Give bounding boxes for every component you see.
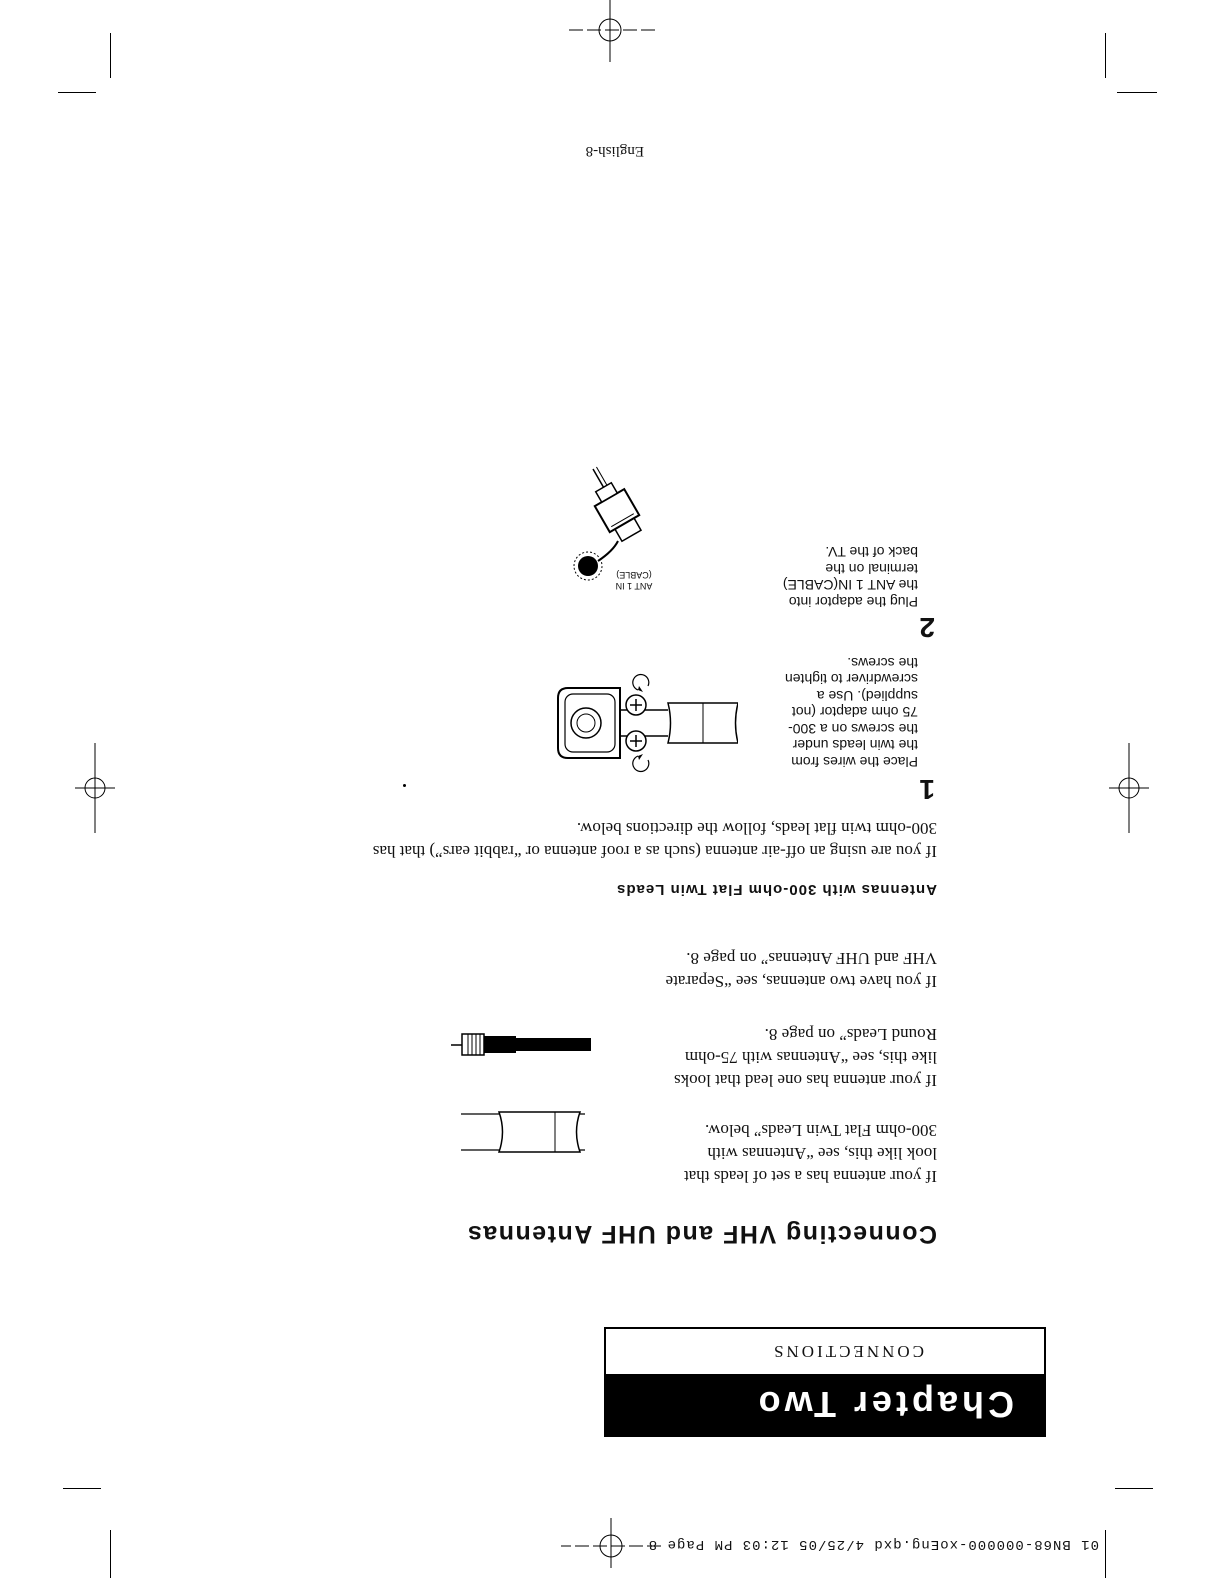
paragraph-flat-leads: If your antenna has a set of leads that look like this, see “Antennas with 300-ohm Flat Twin Leads” below. — [683, 1121, 937, 1186]
step-text: Plug the adaptor into the ANT 1 IN(CABLE) terminal on the back of the TV. — [782, 544, 918, 610]
round-lead-illustration — [441, 1023, 591, 1063]
terminal-label: ANT 1 IN (CABLE) — [615, 570, 653, 591]
paragraph-two-antennas: If you have two antennas, see “Separate VHF and UHF Antennas” on page 8. — [665, 949, 937, 991]
crop-mark — [58, 92, 96, 93]
crop-mark — [1105, 33, 1106, 78]
section-heading: Antennas with 300-ohm Flat Twin Leads — [616, 881, 937, 898]
page-title: Connecting VHF and UHF Antennas — [466, 1220, 937, 1248]
crop-mark — [110, 1530, 111, 1578]
registration-mark — [1109, 743, 1149, 833]
step-number: 1 — [919, 774, 935, 805]
registration-mark — [561, 1518, 661, 1568]
crop-mark — [1117, 92, 1157, 93]
crop-mark — [63, 1488, 101, 1489]
chapter-section: CONNECTIONS — [771, 1342, 924, 1362]
registration-mark — [75, 743, 115, 833]
print-slug: 01 BN68-000000-xoEng.qxd 4/25/05 12:03 PM Page 8 — [647, 1536, 1099, 1552]
page-footer: English-8 — [585, 143, 644, 159]
step-text: Place the wires from the twin leads under the screws on a 300- 75 ohm adaptor (not supplied). Use a screwdriver to tighten the screws. — [784, 655, 918, 770]
chapter-header — [604, 1327, 1046, 1437]
crop-mark — [110, 33, 111, 78]
flat-twin-lead-illustration — [437, 1106, 585, 1158]
crop-mark — [1105, 1530, 1106, 1578]
stray-dot — [403, 784, 406, 787]
adaptor-illustration — [553, 668, 738, 778]
intro-paragraph: If you are using an off-air antenna (such as a roof antenna or “rabbit ears”) that has 300-ohm twin flat leads, follow the directions below. — [372, 819, 937, 861]
crop-mark — [1115, 1488, 1153, 1489]
paragraph-round-lead: If your antenna has one lead that looks like this, see “Antennas with 75-ohm Round Leads” on page 8. — [674, 1025, 937, 1090]
chapter-label: Chapter Two — [606, 1374, 1044, 1435]
step-number: 2 — [919, 612, 935, 643]
registration-mark — [565, 0, 655, 62]
